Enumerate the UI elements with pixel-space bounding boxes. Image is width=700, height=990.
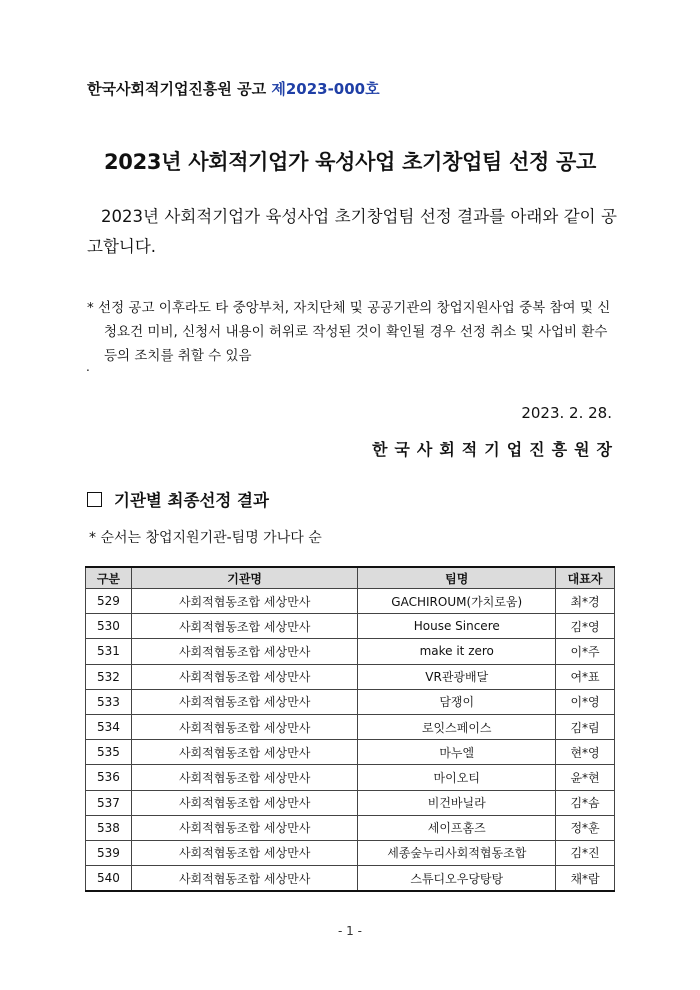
cell-team: 스튜디오우당탕탕 bbox=[358, 866, 556, 892]
cell-institution: 사회적협동조합 세상만사 bbox=[131, 840, 358, 865]
cell-number: 535 bbox=[86, 740, 132, 765]
cell-team: 마이오티 bbox=[358, 765, 556, 790]
table-header-row bbox=[86, 567, 615, 589]
cell-representative: 김*진 bbox=[556, 840, 615, 865]
header-cell-representative: 대표자 bbox=[556, 567, 615, 589]
cell-representative: 여*표 bbox=[556, 664, 615, 689]
cell-institution: 사회적협동조합 세상만사 bbox=[131, 765, 358, 790]
table-row bbox=[86, 840, 615, 865]
cell-representative: 김*솜 bbox=[556, 790, 615, 815]
intro-paragraph: 2023년 사회적기업가 육성사업 초기창업팀 선정 결과를 아래와 같이 공고합니다. bbox=[87, 207, 617, 256]
table-row bbox=[86, 664, 615, 689]
cell-institution: 사회적협동조합 세상만사 bbox=[131, 689, 358, 714]
cell-team: 세종숲누리사회적협동조합 bbox=[358, 840, 556, 865]
header-cell-institution: 기관명 bbox=[131, 567, 358, 589]
cell-institution: 사회적협동조합 세상만사 bbox=[131, 639, 358, 664]
cell-representative: 최*경 bbox=[556, 589, 615, 614]
cell-number: 540 bbox=[86, 866, 132, 892]
notice-org-text: 한국사회적기업진흥원 공고 bbox=[87, 80, 272, 98]
cell-institution: 사회적협동조합 세상만사 bbox=[131, 589, 358, 614]
cell-team: 비건바닐라 bbox=[358, 790, 556, 815]
cell-representative: 이*주 bbox=[556, 639, 615, 664]
cell-representative: 김*영 bbox=[556, 614, 615, 639]
table-row bbox=[86, 639, 615, 664]
stray-dot: . bbox=[86, 360, 90, 374]
cell-number: 533 bbox=[86, 689, 132, 714]
cell-number: 536 bbox=[86, 765, 132, 790]
table-row bbox=[86, 740, 615, 765]
empty-square-icon bbox=[87, 492, 102, 507]
cell-number: 530 bbox=[86, 614, 132, 639]
cell-number: 539 bbox=[86, 840, 132, 865]
cell-institution: 사회적협동조합 세상만사 bbox=[131, 866, 358, 892]
header-cell-number: 구분 bbox=[86, 567, 132, 589]
cell-number: 534 bbox=[86, 714, 132, 739]
cell-institution: 사회적협동조합 세상만사 bbox=[131, 815, 358, 840]
cell-team: make it zero bbox=[358, 639, 556, 664]
notice-number: 제2023-000호 bbox=[271, 80, 380, 98]
cell-number: 529 bbox=[86, 589, 132, 614]
sort-order-note: * 순서는 창업지원기관-팀명 가나다 순 bbox=[89, 530, 322, 546]
results-table bbox=[85, 566, 615, 892]
header-cell-team: 팀명 bbox=[358, 567, 556, 589]
table-row bbox=[86, 714, 615, 739]
cell-number: 537 bbox=[86, 790, 132, 815]
cell-representative: 윤*현 bbox=[556, 765, 615, 790]
cell-team: 담쟁이 bbox=[358, 689, 556, 714]
cell-team: GACHIROUM(가치로움) bbox=[358, 589, 556, 614]
page-number: - 1 - bbox=[338, 924, 362, 938]
section-heading-text: 기관별 최종선정 결과 bbox=[114, 491, 269, 510]
table-row bbox=[86, 765, 615, 790]
notice-header bbox=[87, 78, 380, 99]
cell-number: 531 bbox=[86, 639, 132, 664]
cell-representative: 채*람 bbox=[556, 866, 615, 892]
announcement-date: 2023. 2. 28. bbox=[521, 404, 612, 422]
issuer-name: 한국사회적기업진흥원장 bbox=[371, 440, 619, 459]
cell-number: 538 bbox=[86, 815, 132, 840]
table-row bbox=[86, 866, 615, 892]
cell-institution: 사회적협동조합 세상만사 bbox=[131, 790, 358, 815]
table-row bbox=[86, 790, 615, 815]
cell-institution: 사회적협동조합 세상만사 bbox=[131, 740, 358, 765]
cell-team: 세이프홈즈 bbox=[358, 815, 556, 840]
cell-representative: 현*영 bbox=[556, 740, 615, 765]
cell-team: 로잇스페이스 bbox=[358, 714, 556, 739]
section-heading bbox=[87, 487, 269, 511]
table-row bbox=[86, 815, 615, 840]
cell-team: 마누엘 bbox=[358, 740, 556, 765]
cell-institution: 사회적협동조합 세상만사 bbox=[131, 614, 358, 639]
table-row bbox=[86, 689, 615, 714]
cell-representative: 김*림 bbox=[556, 714, 615, 739]
cell-team: VR관광배달 bbox=[358, 664, 556, 689]
cell-team: House Sincere bbox=[358, 614, 556, 639]
cell-representative: 정*훈 bbox=[556, 815, 615, 840]
cell-institution: 사회적협동조합 세상만사 bbox=[131, 714, 358, 739]
cell-representative: 이*영 bbox=[556, 689, 615, 714]
document-title: 2023년 사회적기업가 육성사업 초기창업팀 선정 공고 bbox=[103, 150, 597, 174]
table-row bbox=[86, 589, 615, 614]
disclaimer-note: * 선정 공고 이후라도 타 중앙부처, 자치단체 및 공공기관의 창업지원사업 중복 참여 및 신청요건 미비, 신청서 내용이 허위로 작성된 것이 확인될 경우 선정 취소 및 사업비 환수 등의 조치를 취할 수 있음 bbox=[87, 300, 611, 364]
table-row bbox=[86, 614, 615, 639]
cell-institution: 사회적협동조합 세상만사 bbox=[131, 664, 358, 689]
cell-number: 532 bbox=[86, 664, 132, 689]
